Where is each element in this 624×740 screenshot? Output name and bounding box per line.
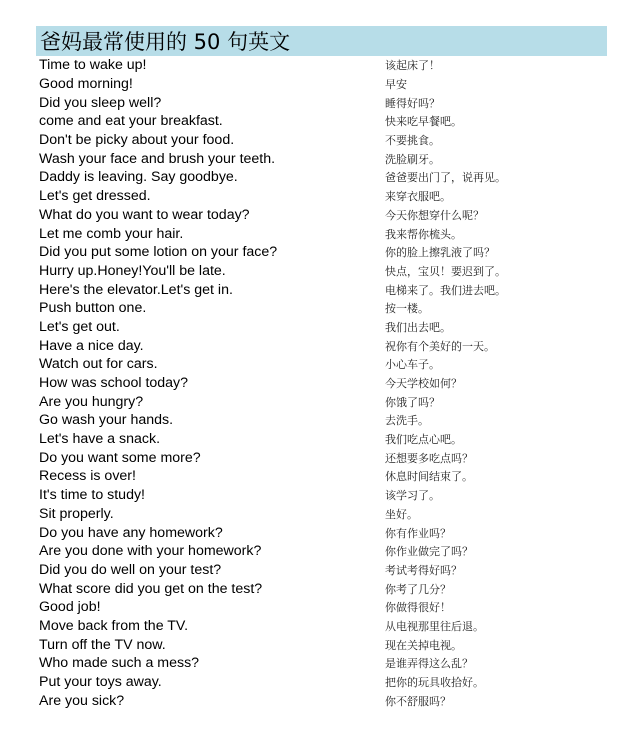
english-phrase: What score did you get on the test?	[39, 580, 263, 597]
english-phrase: Let me comb your hair.	[39, 225, 184, 242]
phrase-row	[36, 243, 607, 262]
chinese-translation: 睡得好吗？	[385, 96, 440, 110]
phrase-row	[36, 691, 607, 710]
phrase-row	[36, 112, 607, 131]
chinese-translation: 你作业做完了吗？	[385, 545, 473, 559]
phrase-row	[36, 598, 607, 617]
chinese-translation: 来穿衣服吧。	[385, 190, 451, 204]
english-phrase: Let's get out.	[39, 318, 120, 335]
english-phrase: Daddy is leaving. Say goodbye.	[39, 169, 238, 186]
phrase-row	[36, 187, 607, 206]
chinese-translation: 是谁弄得这么乱？	[385, 657, 473, 671]
chinese-translation: 祝你有个美好的一天。	[385, 339, 495, 353]
english-phrase: Put your toys away.	[39, 674, 162, 691]
chinese-translation: 该学习了。	[385, 489, 440, 503]
phrase-row	[36, 523, 607, 542]
phrase-row	[36, 486, 607, 505]
phrase-row	[36, 635, 607, 654]
phrase-row	[36, 411, 607, 430]
phrase-row	[36, 579, 607, 598]
phrase-row	[36, 467, 607, 486]
phrase-row	[36, 224, 607, 243]
english-phrase: Did you sleep well?	[39, 94, 162, 111]
english-phrase: Let's get dressed.	[39, 188, 151, 205]
chinese-translation: 把你的玩具收拾好。	[385, 676, 484, 690]
chinese-translation: 坐好。	[385, 507, 418, 521]
chinese-translation: 从电视那里往后退。	[385, 619, 484, 633]
english-phrase: Good morning!	[39, 76, 133, 93]
english-phrase: Recess is over!	[39, 468, 136, 485]
spreadsheet-area	[36, 26, 607, 710]
english-phrase: Here's the elevator.Let's get in.	[39, 281, 233, 298]
english-phrase: Are you done with your homework?	[39, 543, 262, 560]
english-phrase: Watch out for cars.	[39, 356, 158, 373]
chinese-translation: 休息时间结束了。	[385, 470, 473, 484]
english-phrase: Are you hungry?	[39, 393, 144, 410]
phrase-row	[36, 75, 607, 94]
phrase-row	[36, 318, 607, 337]
chinese-translation: 你的脸上擦乳液了吗？	[385, 246, 495, 260]
phrase-row	[36, 168, 607, 187]
phrase-row	[36, 542, 607, 561]
phrase-row	[36, 280, 607, 299]
phrase-row	[36, 392, 607, 411]
english-phrase: Are you sick?	[39, 692, 125, 709]
english-phrase: Do you want some more?	[39, 449, 201, 466]
phrase-row	[36, 617, 607, 636]
chinese-translation: 你不舒服吗？	[385, 694, 451, 708]
chinese-translation: 现在关掉电视。	[385, 638, 462, 652]
english-phrase: It's time to study!	[39, 487, 145, 504]
phrase-row	[36, 93, 607, 112]
english-phrase: Move back from the TV.	[39, 617, 189, 634]
phrase-row	[36, 299, 607, 318]
english-phrase: Let's have a snack.	[39, 431, 161, 448]
english-phrase: Who made such a mess?	[39, 655, 200, 672]
chinese-translation: 你饿了吗？	[385, 395, 440, 409]
phrase-row	[36, 374, 607, 393]
english-phrase: Hurry up.Honey!You'll be late.	[39, 262, 226, 279]
chinese-translation: 按一楼。	[385, 302, 429, 316]
english-phrase: Do you have any homework?	[39, 524, 223, 541]
chinese-translation: 今天学校如何？	[385, 377, 462, 391]
page-title: 爸妈最常使用的 50 句英文	[36, 26, 607, 56]
chinese-translation: 该起床了！	[385, 59, 440, 73]
english-phrase: Wash your face and brush your teeth.	[39, 150, 276, 167]
chinese-translation: 洗脸刷牙。	[385, 152, 440, 166]
chinese-translation: 还想要多吃点吗？	[385, 451, 473, 465]
chinese-translation: 今天你想穿什么呢？	[385, 208, 484, 222]
phrase-row	[36, 448, 607, 467]
english-phrase: What do you want to wear today?	[39, 206, 250, 223]
chinese-translation: 早安	[385, 78, 407, 92]
chinese-translation: 考试考得好吗？	[385, 563, 462, 577]
phrase-row	[36, 561, 607, 580]
english-phrase: Time to wake up!	[39, 57, 147, 74]
chinese-translation: 你做得很好！	[385, 601, 451, 615]
phrase-list	[36, 56, 607, 710]
chinese-translation: 我来帮你梳头。	[385, 227, 462, 241]
english-phrase: Did you do well on your test?	[39, 561, 222, 578]
phrase-row	[36, 430, 607, 449]
chinese-translation: 你有作业吗？	[385, 526, 451, 540]
phrase-row	[36, 336, 607, 355]
english-phrase: Sit properly.	[39, 505, 114, 522]
english-phrase: Turn off the TV now.	[39, 636, 166, 653]
english-phrase: Good job!	[39, 599, 101, 616]
phrase-row	[36, 673, 607, 692]
chinese-translation: 快点，宝贝！要迟到了。	[385, 264, 506, 278]
chinese-translation: 我们吃点心吧。	[385, 433, 462, 447]
chinese-translation: 我们出去吧。	[385, 320, 451, 334]
english-phrase: Did you put some lotion on your face?	[39, 244, 278, 261]
phrase-row	[36, 355, 607, 374]
english-phrase: How was school today?	[39, 375, 189, 392]
chinese-translation: 你考了几分？	[385, 582, 451, 596]
phrase-row	[36, 206, 607, 225]
chinese-translation: 电梯来了。我们进去吧。	[385, 283, 506, 297]
phrase-row	[36, 654, 607, 673]
chinese-translation: 去洗手。	[385, 414, 429, 428]
phrase-row	[36, 262, 607, 281]
english-phrase: come and eat your breakfast.	[39, 113, 223, 130]
chinese-translation: 不要挑食。	[385, 134, 440, 148]
phrase-row	[36, 149, 607, 168]
phrase-row	[36, 131, 607, 150]
english-phrase: Push button one.	[39, 300, 147, 317]
english-phrase: Go wash your hands.	[39, 412, 174, 429]
chinese-translation: 爸爸要出门了，说再见。	[385, 171, 506, 185]
english-phrase: Don't be picky about your food.	[39, 132, 235, 149]
phrase-row	[36, 56, 607, 75]
chinese-translation: 快来吃早餐吧。	[385, 115, 462, 129]
chinese-translation: 小心车子。	[385, 358, 440, 372]
english-phrase: Have a nice day.	[39, 337, 144, 354]
phrase-row	[36, 505, 607, 524]
